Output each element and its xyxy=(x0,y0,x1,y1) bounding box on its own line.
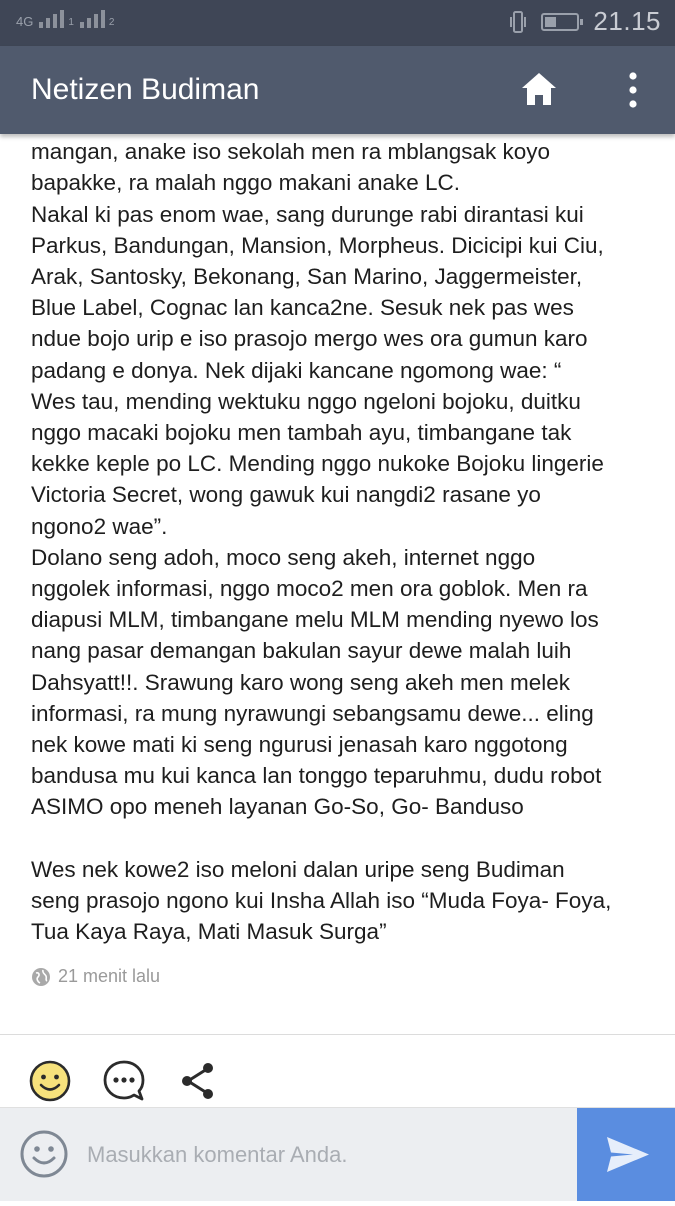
post-line: Dolano seng adoh, moco seng akeh, internet nggo xyxy=(31,544,536,570)
signal-sim1-icon xyxy=(39,10,74,28)
sim2-label: 2 xyxy=(108,17,115,28)
post-line: seng prasojo ngono kui Insha Allah iso “Muda Foya- Foya, xyxy=(31,888,612,914)
signal-indicators xyxy=(16,10,118,28)
post-content xyxy=(0,134,675,1034)
post-line: Dahsyatt!!. Srawung karo wong seng akeh men melek xyxy=(31,669,571,695)
battery-level xyxy=(545,17,555,27)
comment-composer xyxy=(0,1107,675,1201)
post-line: ngono2 wae”. xyxy=(31,513,168,539)
post-time: 21 menit lalu xyxy=(58,966,161,986)
send-button[interactable] xyxy=(577,1108,675,1201)
smiley-icon[interactable] xyxy=(18,1128,70,1180)
post-actions xyxy=(0,1035,675,1107)
status-bar xyxy=(0,0,675,46)
home-icon[interactable] xyxy=(520,70,558,108)
post-line: Wes tau, mending wektuku nggo ngeloni bojoku, duitku xyxy=(31,388,581,414)
network-type: 4G xyxy=(16,14,34,29)
post-line: Victoria Secret, wong gawuk kui nangdi2 rasane yo xyxy=(31,482,541,508)
post-line: kekke keple po LC. Mending nggo nukoke Bojoku lingerie xyxy=(31,451,604,477)
post-line: diapusi MLM, timbangane melu MLM mending nyewo los xyxy=(31,607,599,633)
signal-sim2-icon xyxy=(80,10,115,28)
post-line: Arak, Santosky, Bekonang, San Marino, Jaggermeister, xyxy=(31,264,583,290)
comment-input[interactable] xyxy=(85,1133,559,1177)
comment-icon[interactable] xyxy=(100,1057,148,1105)
app-bar xyxy=(0,46,675,134)
post-line: informasi, ra mung nyrawungi sebangsamu dewe... eling xyxy=(31,700,594,726)
post-line: nek kowe mati ki seng ngurusi jenasah karo nggotong xyxy=(31,732,568,758)
post-line: nggo macaki bojoku men tambah ayu, timbangane tak xyxy=(31,420,572,446)
post-line: Nakal ki pas enom wae, sang durunge rabi dirantasi kui xyxy=(31,201,584,227)
post-line: Tua Kaya Raya, Mati Masuk Surga” xyxy=(31,919,387,945)
post-line: Parkus, Bandungan, Mansion, Morpheus. Dicicipi kui Ciu, xyxy=(31,232,604,258)
smiley-icon[interactable] xyxy=(26,1057,74,1105)
post-line: bapakke, ra malah nggo makani anake LC. xyxy=(31,170,461,196)
post-line: bandusa mu kui kanca lan tonggo teparuhmu, dudu robot xyxy=(31,763,602,789)
post-line: mangan, anake iso sekolah men ra mblangsak koyo xyxy=(31,139,551,165)
post-line: padang e donya. Nek dijaki kancane ngomong wae: “ xyxy=(31,357,562,383)
app-title: Netizen Budiman xyxy=(31,73,260,106)
vibrate-icon xyxy=(509,9,527,35)
post-line: Blue Label, Cognac lan kanca2ne. Sesuk nek pas wes xyxy=(31,295,574,321)
post-line: nang pasar demangan bakulan sayur dewe malah luih xyxy=(31,638,572,664)
battery-icon xyxy=(541,13,579,31)
post-line: Wes nek kowe2 iso meloni dalan uripe seng Budiman xyxy=(31,856,565,882)
post-body xyxy=(31,105,631,947)
clock: 21.15 xyxy=(593,6,661,36)
post-paragraphs xyxy=(31,105,631,823)
more-vert-icon[interactable] xyxy=(618,70,648,110)
post-line: ndue bojo urip e iso prasojo mergo wes ora gumun karo xyxy=(31,326,588,352)
status-right xyxy=(509,6,661,37)
paragraph-gap xyxy=(31,823,631,854)
post-meta xyxy=(31,966,160,987)
post-line: nggolek informasi, nggo moco2 men ora goblok. Men ra xyxy=(31,576,588,602)
share-icon[interactable] xyxy=(174,1057,222,1105)
post-closing xyxy=(31,854,631,948)
post-line: ASIMO opo meneh layanan Go-So, Go- Banduso xyxy=(31,794,524,820)
sim1-label: 1 xyxy=(68,17,74,28)
send-icon xyxy=(577,1108,675,1201)
globe-icon xyxy=(31,967,51,987)
